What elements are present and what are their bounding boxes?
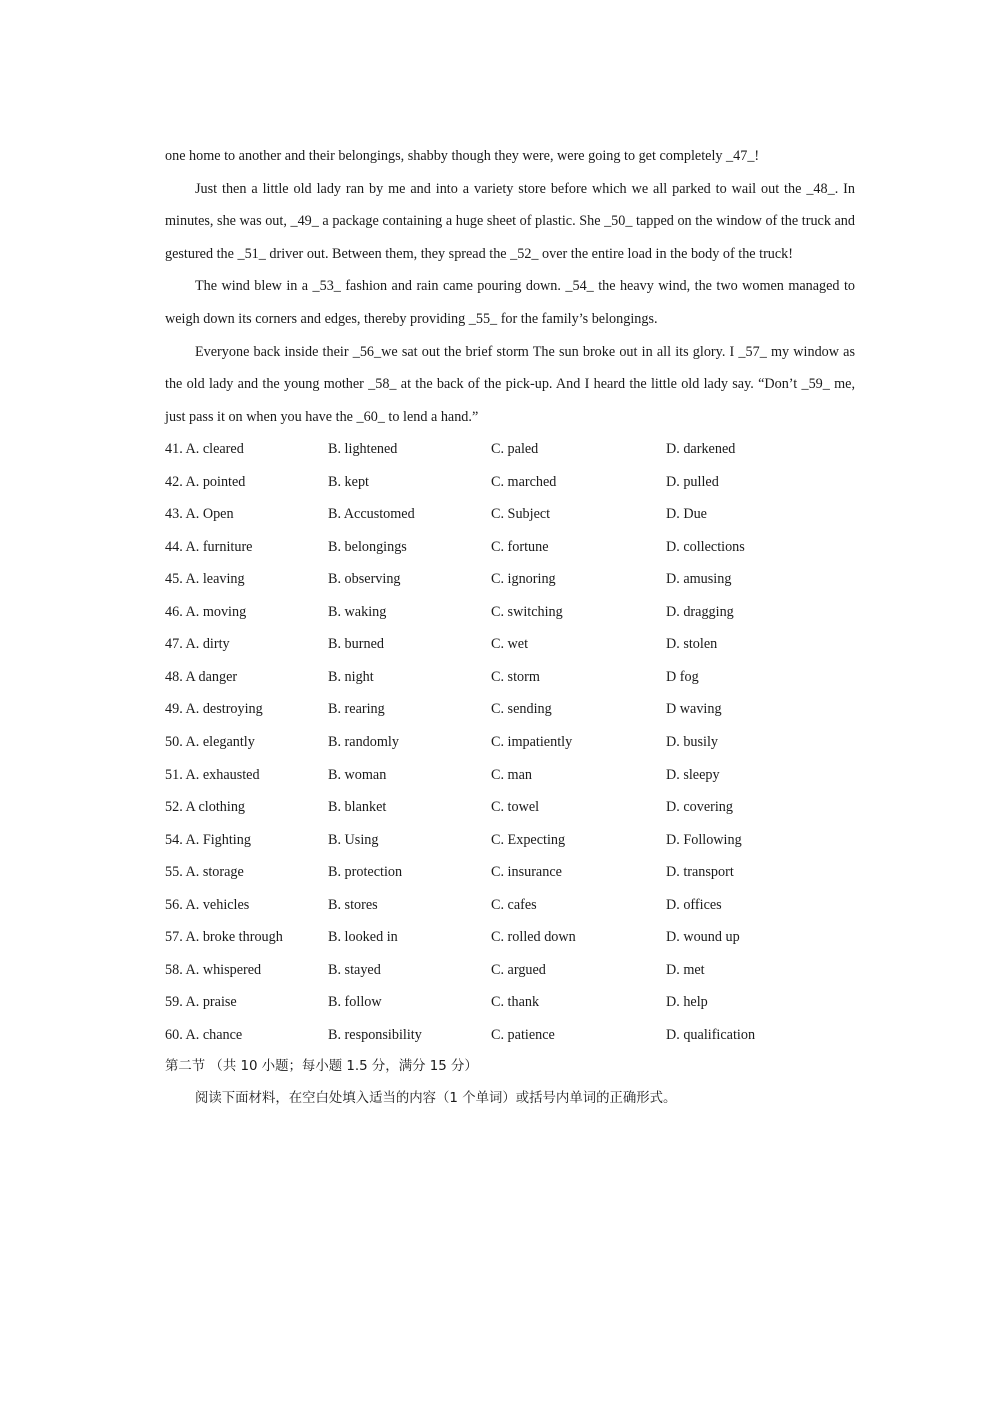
- option-d: D. amusing: [666, 571, 732, 588]
- option-c: C. man: [491, 766, 532, 783]
- option-row: [165, 1019, 855, 1052]
- option-row: [165, 433, 855, 466]
- option-d: D. transport: [666, 864, 734, 881]
- option-d: D. offices: [666, 896, 722, 913]
- option-a: 50. A. elegantly: [165, 734, 255, 751]
- option-row: [165, 466, 855, 499]
- option-c: C. switching: [491, 603, 563, 620]
- option-c: C. Subject: [491, 506, 551, 523]
- option-d: D. busily: [666, 734, 719, 751]
- option-a: 56. A. vehicles: [165, 896, 250, 913]
- option-d: D. Following: [666, 831, 742, 848]
- option-b: B. observing: [328, 571, 401, 588]
- passage-paragraph: one home to another and their belongings, shabby though they were, were going to get completely _47_!: [165, 148, 760, 164]
- option-c: C. impatiently: [491, 734, 573, 751]
- option-c: C. storm: [491, 668, 540, 685]
- option-row: [165, 759, 855, 792]
- option-row: [165, 498, 855, 531]
- option-c: C. rolled down: [491, 929, 576, 946]
- option-c: C. wet: [491, 636, 529, 653]
- option-c: C. argued: [491, 961, 546, 978]
- option-c: C. cafes: [491, 896, 537, 913]
- option-d: D. wound up: [666, 929, 740, 946]
- option-b: B. woman: [328, 766, 387, 783]
- option-d: D fog: [666, 668, 699, 685]
- option-d: D. Due: [666, 506, 707, 523]
- passage-paragraph: Everyone back inside their _56_we sat out the brief storm The sun broke out in all its glory. I _57_ my window as the old lady and the young mother _58_ at the back of the pick-up. And I heard the little old lady say. “Don’t _59_ me, just pass it on when you have the _60_ to lend a hand.”: [165, 343, 855, 425]
- option-b: B. blanket: [328, 799, 387, 816]
- option-c: C. towel: [491, 799, 540, 816]
- exam-page: [165, 140, 855, 1116]
- option-a: 46. A. moving: [165, 603, 247, 620]
- option-d: D. pulled: [666, 473, 719, 490]
- option-c: C. ignoring: [491, 571, 556, 588]
- option-b: B. rearing: [328, 701, 385, 718]
- option-a: 43. A. Open: [165, 506, 234, 523]
- option-b: B. waking: [328, 603, 387, 620]
- option-row: [165, 987, 855, 1020]
- option-row: [165, 694, 855, 727]
- option-d: D. collections: [666, 538, 745, 555]
- option-a: 58. A. whispered: [165, 961, 262, 978]
- answer-options: [165, 433, 855, 1051]
- option-row: [165, 922, 855, 955]
- option-row: [165, 661, 855, 694]
- option-row: [165, 726, 855, 759]
- option-a: 60. A. chance: [165, 1026, 243, 1043]
- option-b: B. Using: [328, 831, 379, 848]
- option-b: B. stayed: [328, 961, 381, 978]
- option-d: D waving: [666, 701, 722, 718]
- option-row: [165, 531, 855, 564]
- option-c: C. sending: [491, 701, 552, 718]
- option-d: D. dragging: [666, 603, 734, 620]
- option-row: [165, 889, 855, 922]
- passage-paragraph: Just then a little old lady ran by me and into a variety store before which we all parked to wail out the _48_. In minutes, she was out, _49_ a package containing a huge sheet of plastic. She _50_ tapped on the window of the truck and gestured the _51_ driver out. Between them, they spread the _52_ over the entire load in the body of the truck!: [165, 180, 855, 262]
- option-c: C. Expecting: [491, 831, 566, 848]
- option-b: B. night: [328, 668, 374, 685]
- option-a: 55. A. storage: [165, 864, 244, 881]
- option-a: 41. A. cleared: [165, 441, 244, 458]
- option-b: B. randomly: [328, 734, 399, 751]
- option-b: B. responsibility: [328, 1026, 422, 1043]
- option-row: [165, 856, 855, 889]
- option-a: 51. A. exhausted: [165, 766, 260, 783]
- option-b: B. kept: [328, 473, 369, 490]
- option-a: 49. A. destroying: [165, 701, 263, 718]
- option-row: [165, 954, 855, 987]
- option-b: B. protection: [328, 864, 403, 881]
- option-d: D. met: [666, 961, 705, 978]
- option-b: B. burned: [328, 636, 384, 653]
- option-row: [165, 824, 855, 857]
- option-c: C. marched: [491, 473, 557, 490]
- option-row: [165, 791, 855, 824]
- option-row: [165, 596, 855, 629]
- option-b: B. Accustomed: [328, 506, 415, 523]
- option-d: D. qualification: [666, 1026, 756, 1043]
- option-d: D. help: [666, 994, 708, 1011]
- option-d: D. covering: [666, 799, 733, 816]
- option-d: D. darkened: [666, 441, 736, 458]
- option-d: D. stolen: [666, 636, 718, 653]
- option-c: C. thank: [491, 994, 540, 1011]
- option-b: B. looked in: [328, 929, 398, 946]
- option-c: C. patience: [491, 1026, 555, 1043]
- option-b: B. stores: [328, 896, 378, 913]
- passage-paragraph: The wind blew in a _53_ fashion and rain came pouring down. _54_ the heavy wind, the two women managed to weigh down its corners and edges, thereby providing _55_ for the family’s belongings.: [165, 278, 855, 327]
- option-a: 52. A clothing: [165, 799, 246, 816]
- section-instruction: 阅读下面材料，在空白处填入适当的内容（1 个单词）或括号内单词的正确形式。: [195, 1090, 677, 1106]
- section-title: 第二节 （共 10 小题；每小题 1.5 分，满分 15 分）: [165, 1058, 478, 1074]
- option-a: 44. A. furniture: [165, 538, 253, 555]
- option-b: B. belongings: [328, 538, 407, 555]
- option-a: 54. A. Fighting: [165, 831, 251, 848]
- option-a: 59. A. praise: [165, 994, 237, 1011]
- option-b: B. lightened: [328, 441, 398, 458]
- option-a: 45. A. leaving: [165, 571, 245, 588]
- option-c: C. insurance: [491, 864, 562, 881]
- option-row: [165, 564, 855, 597]
- option-row: [165, 629, 855, 662]
- option-a: 57. A. broke through: [165, 929, 283, 946]
- option-b: B. follow: [328, 994, 382, 1011]
- option-c: C. paled: [491, 441, 539, 458]
- option-a: 48. A danger: [165, 668, 238, 685]
- option-d: D. sleepy: [666, 766, 720, 783]
- option-a: 42. A. pointed: [165, 473, 246, 490]
- option-c: C. fortune: [491, 538, 549, 555]
- option-a: 47. A. dirty: [165, 636, 230, 653]
